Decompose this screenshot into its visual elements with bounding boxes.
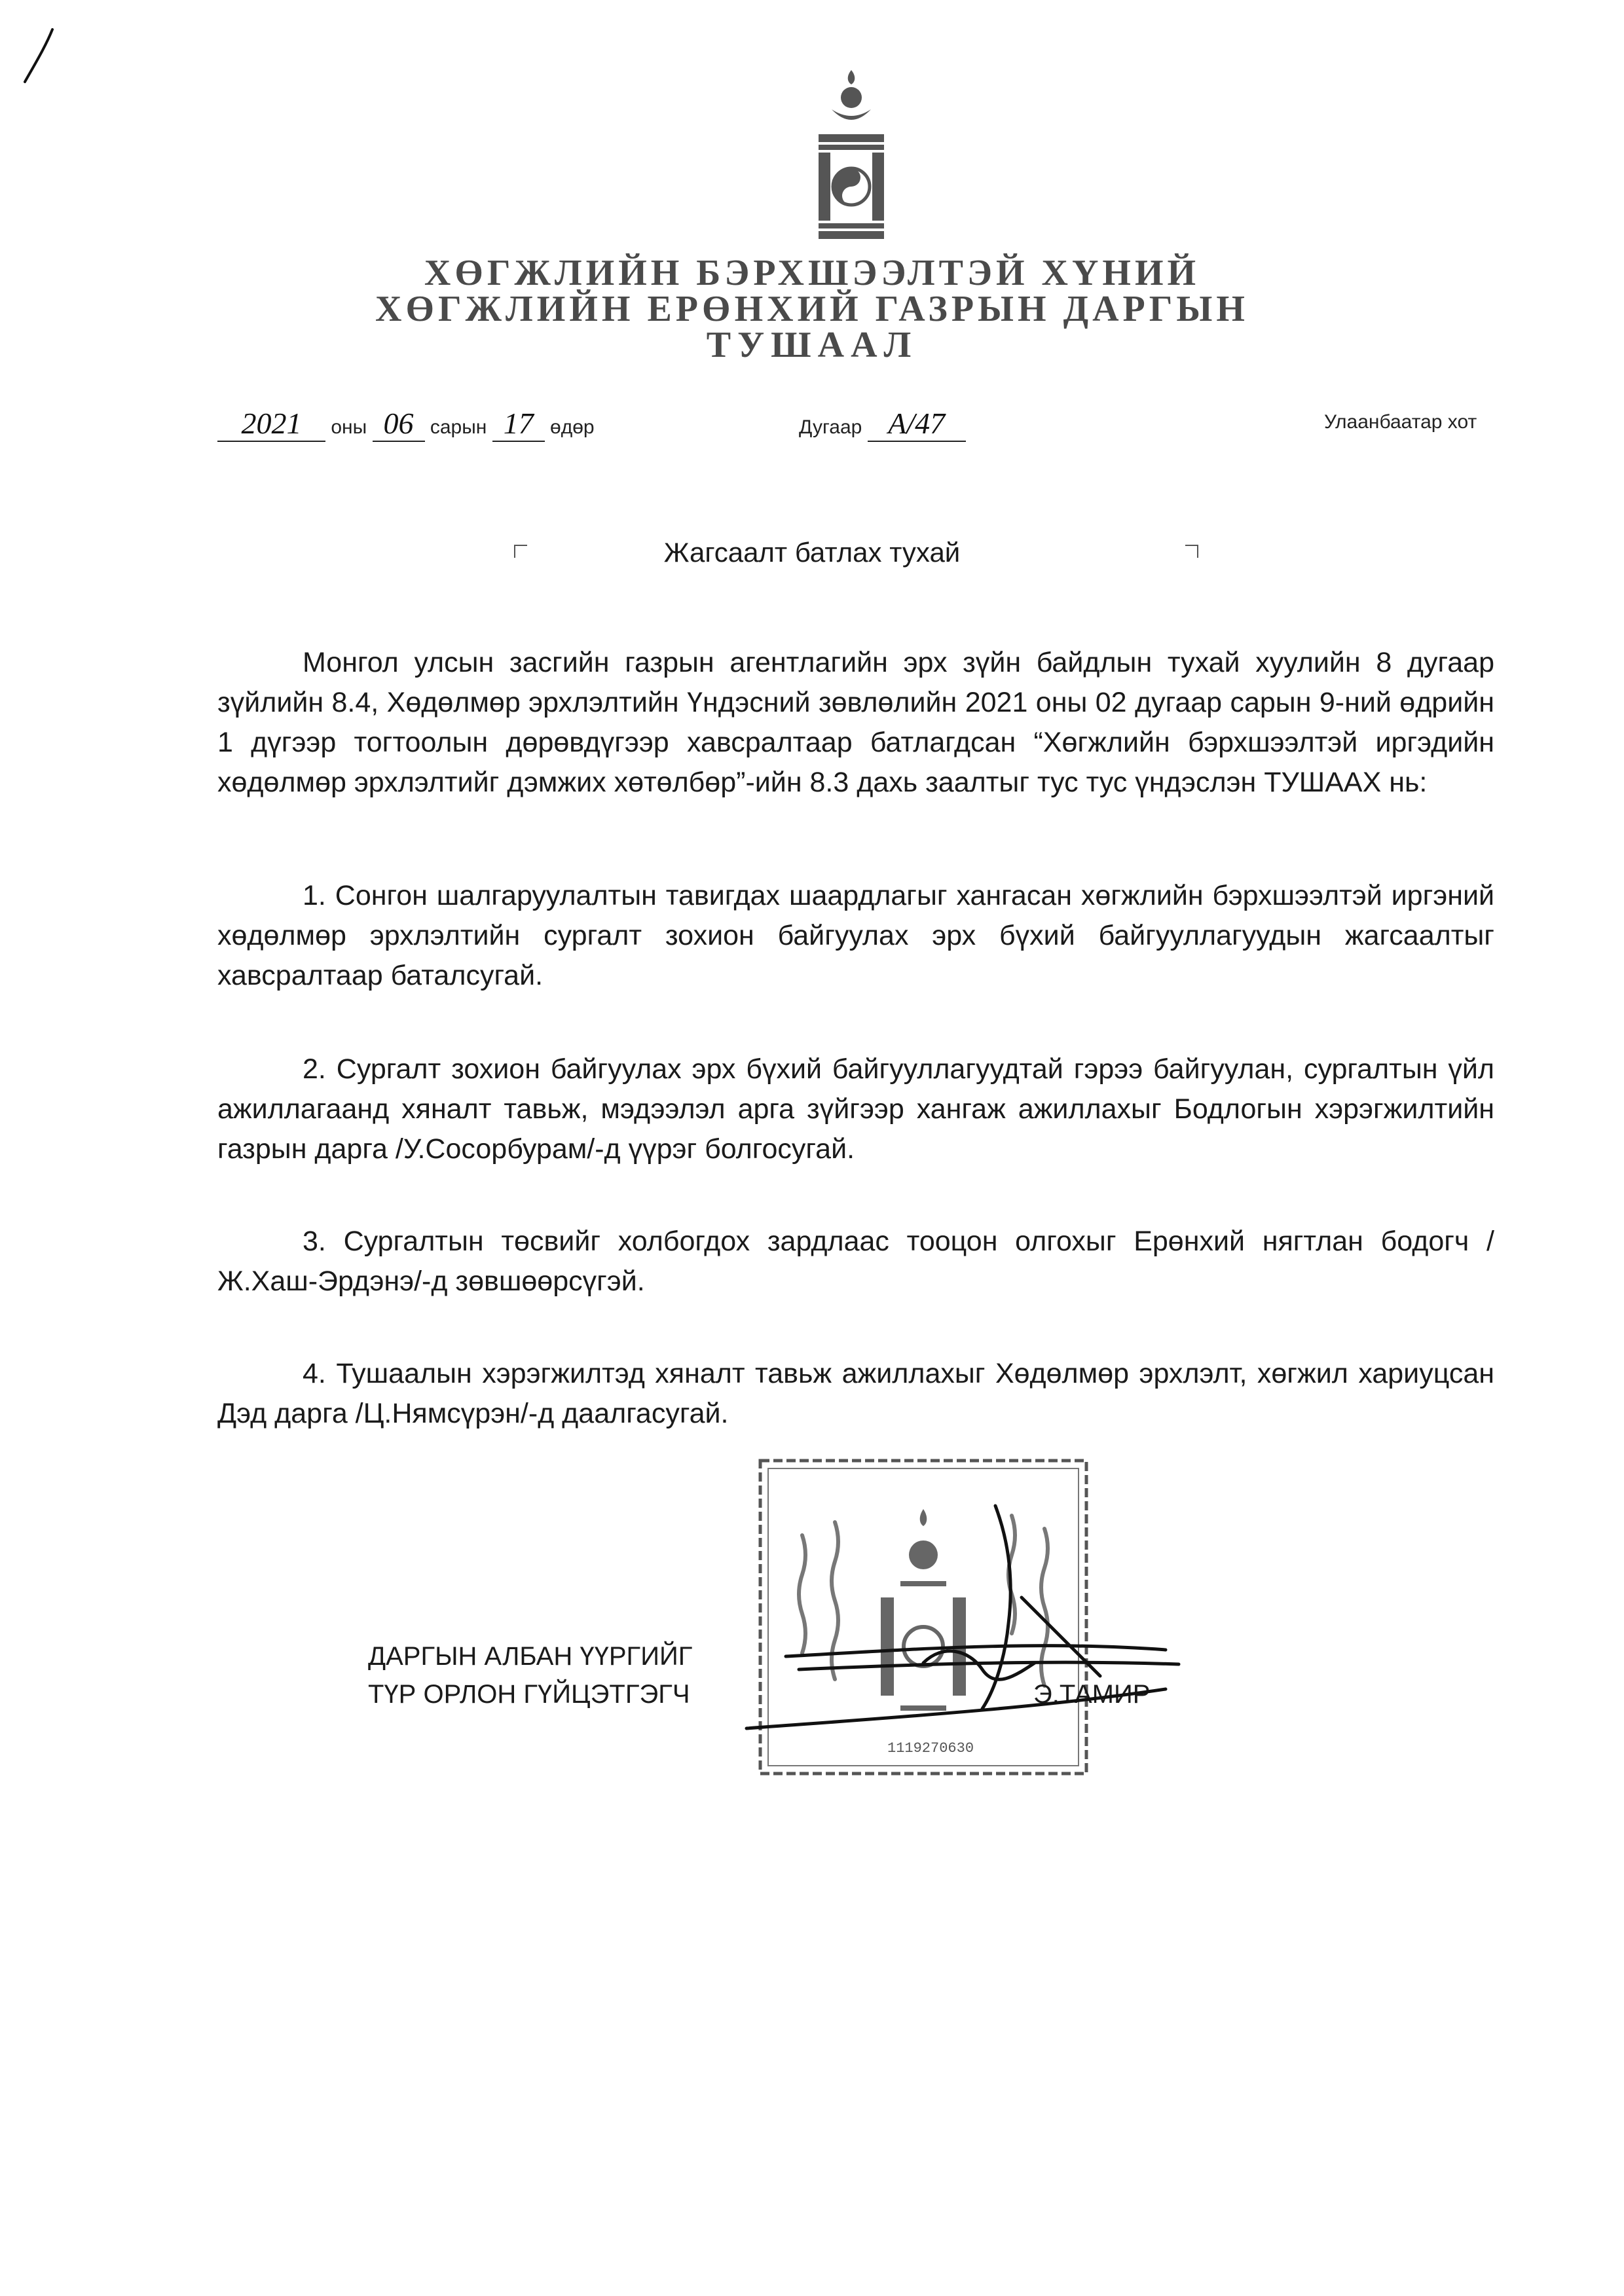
document-number-value: А/47: [868, 406, 966, 442]
subject-corner-right: [1185, 545, 1198, 558]
header-line-1: ХӨГЖЛИЙН БЭРХШЭЭЛТЭЙ ХҮНИЙ: [424, 253, 1200, 293]
date-month: 06: [373, 406, 425, 442]
pen-mark: [20, 26, 59, 85]
date-line: [217, 406, 595, 442]
city-label: Улаанбаатар хот: [1324, 411, 1477, 433]
handwritten-signature: [707, 1493, 1205, 1741]
signatory-name: Э.ТАМИР: [1033, 1680, 1151, 1709]
state-emblem-icon: [805, 69, 897, 239]
document-number: [799, 406, 966, 442]
signatory-title-line-1: ДАРГЫН АЛБАН ҮҮРГИЙГ: [368, 1642, 693, 1671]
signatory-title-line-2: ТҮР ОРЛОН ГҮЙЦЭТГЭГЧ: [368, 1680, 690, 1709]
order-item-2: 2. Сургалт зохион байгуулах эрх бүхий байгууллагуудтай гэрээ байгуулан, сургалтын үйл ажиллагаанд хяналт тавьж, мэдээлэл арга зүйгээр хангаж ажиллахыг Бодлогын хэрэгжилтийн газрын дарга /У.Сосорбурам/-д үүрэг болгосугай.: [217, 1053, 1494, 1165]
header-title: ТУШААЛ: [706, 325, 918, 365]
intro-paragraph: Монгол улсын засгийн газрын агентлагийн эрх зүйн байдлын тухай хуулийн 8 дугаар зүйлийн 8.4, Хөдөлмөр эрхлэлтийн Үндэсний зөвлөлийн 2021 оны 02 дугаар сарын 9-ний өдрийн 1 дүгээр тогтоолын дөрөвдүгээр хавсралтаар батлагдсан “Хөгжлийн бэрхшээлтэй иргэдийн хөдөлмөр эрхлэлтийг дэмжих хөтөлбөр”-ийн 8.3 дахь заалтыг тус тус үндэслэн ТУШААХ нь:: [217, 647, 1494, 798]
order-item-4: 4. Тушаалын хэрэгжилтэд хяналт тавьж ажиллахыг Хөдөлмөр эрхлэлт, хөгжил хариуцсан Дэд дарга /Ц.Нямсүрэн/-д даалгасугай.: [217, 1358, 1494, 1429]
date-year: 2021: [217, 406, 325, 442]
order-item-1: 1. Сонгон шалгаруулалтын тавигдах шаардлагыг хангасан хөгжлийн бэрхшээлтэй иргэний хөдөлмөр эрхлэлтийн сургалт зохион байгуулах эрх бүхий байгууллагуудын жагсаалтыг хавсралтаар баталсугай.: [217, 880, 1494, 991]
order-item-3: 3. Сургалтын төсвийг холбогдох зардлаас тооцон олгохыг Ерөнхий нягтлан бодогч /Ж.Хаш-Эрдэнэ/-д зөвшөөрсүгэй.: [217, 1226, 1494, 1297]
date-day-label: өдөр: [550, 416, 595, 438]
date-month-label: сарын: [430, 416, 487, 438]
date-year-label: оны: [331, 416, 367, 438]
stamp-number: 1119270630: [887, 1740, 974, 1757]
subject-title: Жагсаалт батлах тухай: [663, 537, 961, 568]
header-line-2: ХӨГЖЛИЙН ЕРӨНХИЙ ГАЗРЫН ДАРГЫН: [375, 289, 1249, 329]
document-number-label: Дугаар: [799, 416, 862, 438]
date-day: 17: [492, 406, 545, 442]
